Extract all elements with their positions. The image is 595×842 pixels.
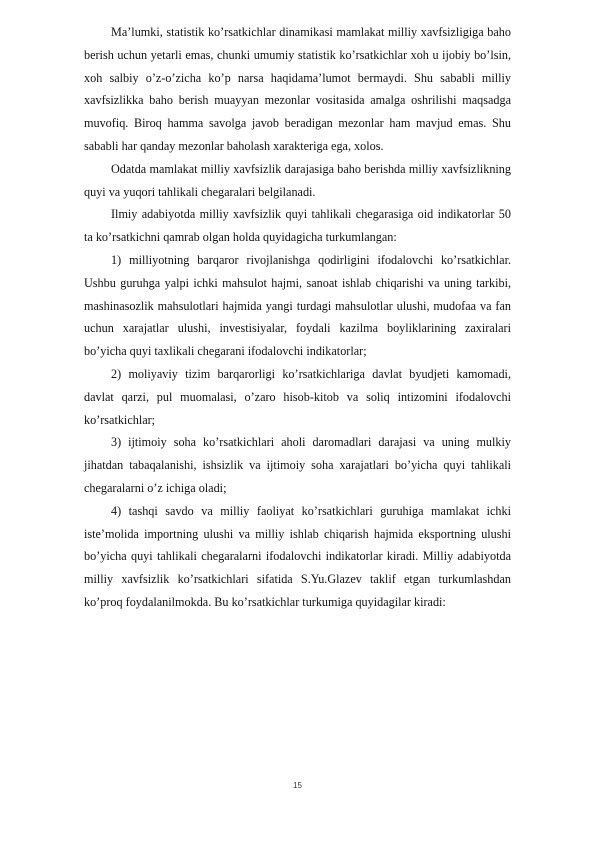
body-text (84, 21, 511, 614)
page-number: 15 (293, 781, 302, 790)
list-item-3: 3) ijtimoiy soha ko’rsatkichlari aholi daromadlari darajasi va uning mulkiy jihatdan tabaqalanishi, ishsizlik va ijtimoiy soha xarajatlari bo’yicha quyi tahlikali chegaralarni o’z ichiga oladi; (84, 435, 511, 495)
paragraph-indicators: Ilmiy adabiyotda milliy xavfsizlik quyi tahlikali chegarasiga oid indikatorlar 50 ta ko’rsatkichni qamrab olgan holda quyidagicha turkumlangan: (84, 207, 511, 245)
paragraph-intro: Ma’lumki, statistik ko’rsatkichlar dinamikasi mamlakat milliy xavfsizligiga baho berish uchun yetarli emas, chunki umumiy statistik ko’rsatkichlar xoh u ijobiy bo’lsin, xoh salbiy o’z-o’zicha ko’p narsa haqidama’lumot bermaydi. Shu sababli milliy xavfsizlikka baho berish muayyan mezonlar vositasida amalga oshrilishi maqsadga muvofiq. Biroq hamma savolga javob beradigan mezonlar ham mavjud emas. Shu sababli har qanday mezonlar baholash xarakteriga ega, xolos. (84, 25, 511, 153)
list-item-1: 1) milliyotning barqaror rivojlanishga qodirligini ifodalovchi ko’rsatkichlar. Ushbu guruhga yalpi ichki mahsulot hajmi, sanoat ishlab chiqarishi va uning tarkibi, mashinasozlik mahsulotlari hajmida yangi turdagi mahsulotlar ulushi, mudofaa va fan uchun xarajatlar ulushi, investisiyalar, foydali kazilma boyliklarining zaxiralari bo’yicha quyi taxlikali chegarani ifodalovchi indikatorlar; (84, 252, 511, 359)
list-item-4: 4) tashqi savdo va milliy faoliyat ko’rsatkichlari guruhiga mamlakat ichki iste’molida importning ulushi va milliy ishlab chiqarish hajmida eksportning ulushi bo’yicha quyi tahlikali chegaralarni ifodalovchi indikatorlar kiradi. Milliy adabiyotda milliy xavfsizlik ko’rsatkichlari sifatida S.Yu.Glazev taklif etgan turkumlashdan ko’proq foydalanilmokda. Bu ko’rsatkichlar turkumiga quyidagilar kiradi: (84, 503, 511, 609)
paragraph-thresholds: Odatda mamlakat milliy xavfsizlik darajasiga baho berishda milliy xavfsizlikning quyi va yuqori tahlikali chegaralari belgilanadi. (84, 161, 511, 199)
list-item-2: 2) moliyaviy tizim barqarorligi ko’rsatkichlariga davlat byudjeti kamomadi, davlat qarzi, pul muomalasi, o’zaro hisob-kitob va soliq intizomini ifodalovchi ko’rsatkichlar; (84, 366, 511, 427)
